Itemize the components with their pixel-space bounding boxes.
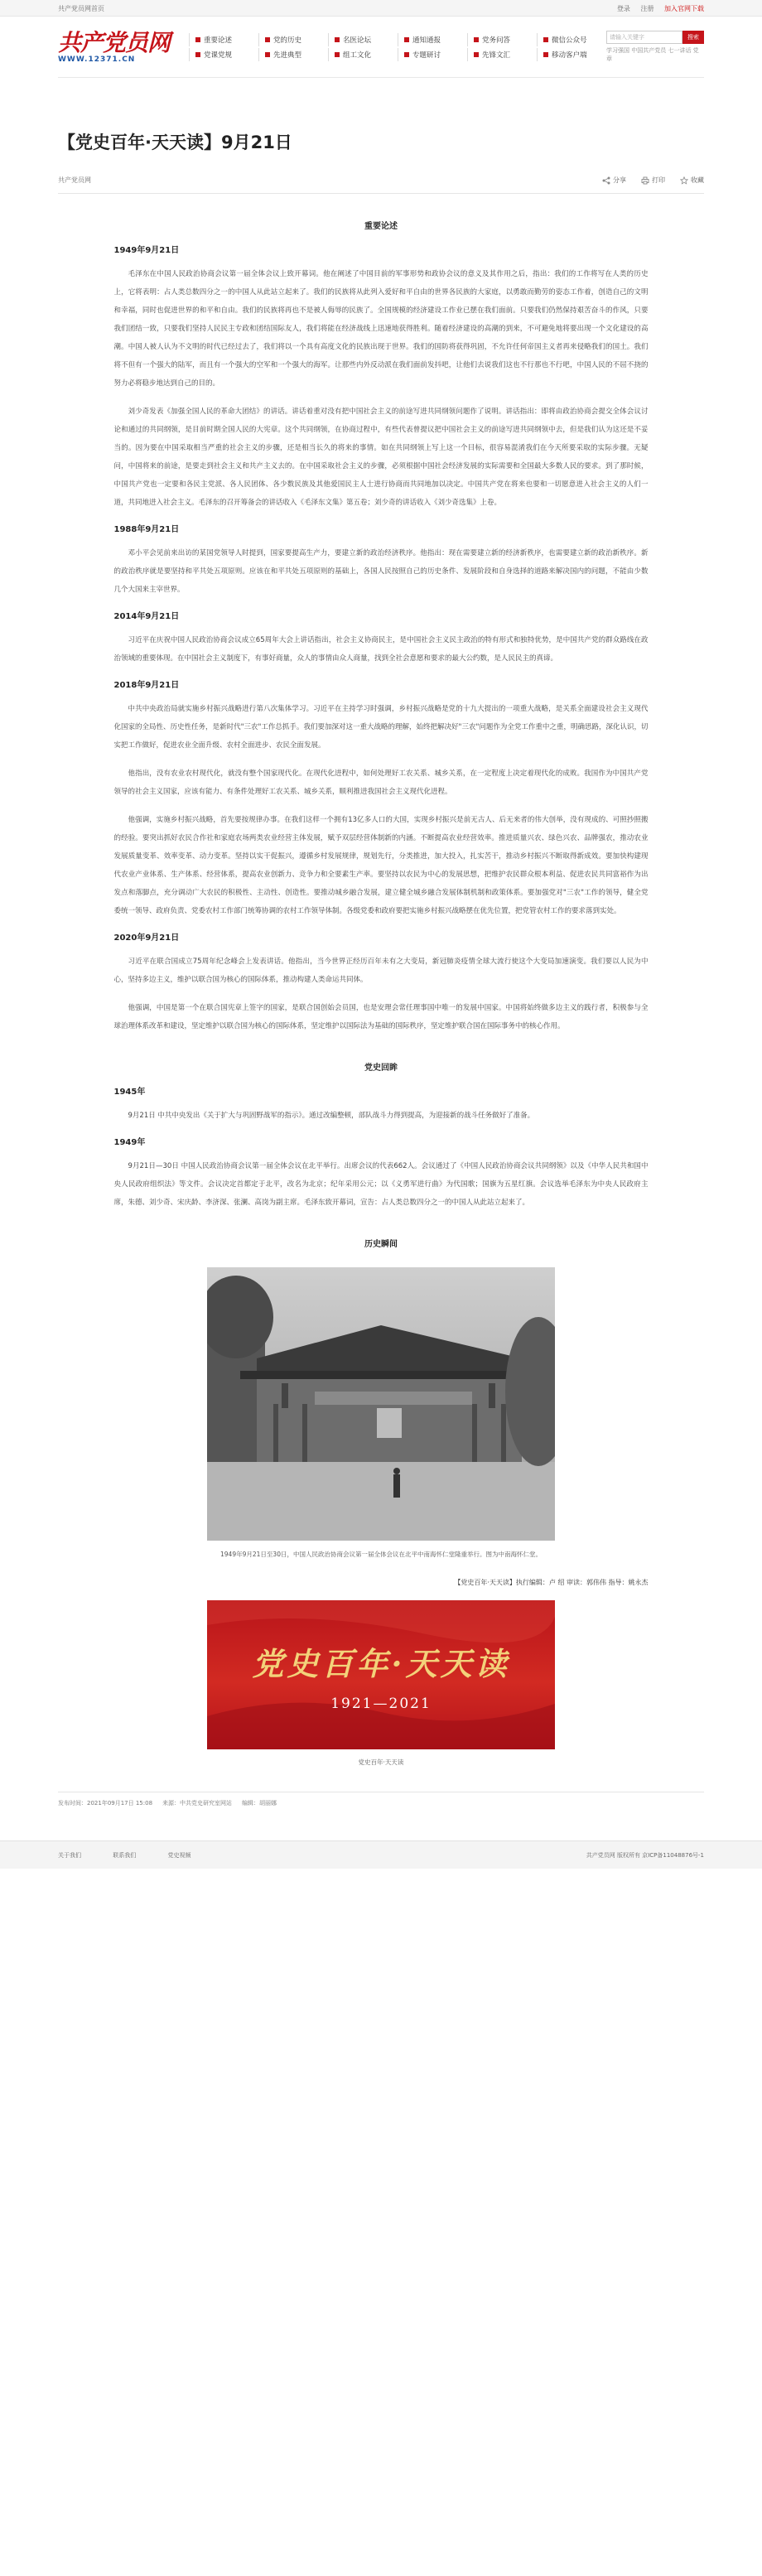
nav-bullet-icon xyxy=(543,37,548,42)
paragraph: 刘少奇发表《加强全国人民的革命大团结》的讲话。讲话着重对没有把中国社会主义的前途写进共同纲领问题作了说明。讲话指出：即将由政治协商会提交全体会议讨论和通过的共同纲领，是目前时期全国人民的大宪章。这个共同纲领，在协商过程中，有些代表曾提议把中国社会主义的前途写进共同纲领中去，但是我们认为这还是不妥当的。因为要在中国采取相当严重的社会主义的步骤，还是相当长久的将来的事情。如在共同纲领上写上这一个目标，很容易混淆我们在今天所要采取的实际步骤。无疑问，中国将来的前途，是要走到社会主义和共产主义去的。在中国采取社会主义的步骤，必须根据中国社会经济发展的实际需要和全国最大多数人民的要求。到了那时候，中国共产党也一定要和各民主党派、各人民团体、各少数民族及其他爱国民主人士进行协商而共同地加以决定。中国共产党在将来也要和一切愿意进入社会主义的人们一道，共同地进入社会主义。毛泽东的召开筹备会的讲话收入《毛泽东文集》第五卷；刘少奇的讲话收入《刘少奇选集》上卷。 xyxy=(113,408,649,507)
section-title-photo: 历史瞬间 xyxy=(364,1240,398,1249)
nav-item[interactable]: 先锋文汇 xyxy=(467,48,537,61)
nav-item[interactable]: 先进典型 xyxy=(258,48,328,61)
paragraph: 习近平在庆祝中国人民政治协商会议成立65周年大会上讲话指出，社会主义协商民主，是中国社会主义民主政治的特有形式和独特优势，是中国共产党的群众路线在政治领域的重要体现。在中国社会主义制度下，有事好商量，众人的事情由众人商量，找到全社会意愿和要求的最大公约数，是人民民主的真谛。 xyxy=(113,636,649,663)
download-link[interactable]: 加入官网下载 xyxy=(664,4,704,12)
paragraph: 他指出，没有农业农村现代化，就没有整个国家现代化。在现代化进程中，如何处理好工农关系、城乡关系，在一定程度上决定着现代化的成败。我国作为中国共产党领导的社会主义国家，应该有能力、有条件处理好工农关系、城乡关系，顺利推进我国社会主义现代化进程。 xyxy=(113,769,649,796)
nav-item[interactable]: 名医论坛 xyxy=(328,33,398,46)
nav-bullet-icon xyxy=(265,37,270,42)
copyright: 共产党员网 版权所有 京ICP备11048876号-1 xyxy=(586,1852,704,1859)
nav-bullet-icon xyxy=(335,37,340,42)
article-title: 【党史百年·天天读】9月21日 xyxy=(58,133,292,152)
nav-item[interactable]: 微信公众号 xyxy=(537,33,606,46)
search-button[interactable]: 搜索 xyxy=(682,31,704,44)
nav-bullet-icon xyxy=(404,52,409,57)
date-heading: 1949年 xyxy=(113,1138,146,1147)
nav-item[interactable]: 组工文化 xyxy=(328,48,398,61)
hot-search-links[interactable]: 学习强国 中国共产党员 七一讲话 党章 xyxy=(606,47,699,62)
date-heading: 1988年9月21日 xyxy=(113,525,180,534)
nav-item[interactable]: 专题研讨 xyxy=(398,48,467,61)
logo-text: 共产党员网 xyxy=(58,28,171,56)
article-meta xyxy=(58,176,704,194)
footer-link-video[interactable]: 党史视频 xyxy=(167,1852,191,1859)
search-input[interactable]: 请输入关键字 xyxy=(606,31,682,44)
share-icon xyxy=(602,176,610,185)
photo-caption: 1949年9月21日至30日，中国人民政治协商会议第一届全体会议在北平中南海怀仁堂隆重举行。图为中南海怀仁堂。 xyxy=(220,1551,542,1558)
print-icon xyxy=(641,176,649,185)
column-banner xyxy=(207,1600,555,1749)
home-link[interactable]: 共产党员网首页 xyxy=(58,4,104,12)
historical-photo-block xyxy=(207,1267,555,1560)
nav-bullet-icon xyxy=(543,52,548,57)
huairentang-photo-image xyxy=(207,1267,555,1541)
date-heading: 2020年9月21日 xyxy=(113,933,180,943)
date-heading: 1949年9月21日 xyxy=(113,246,180,255)
article-footer-meta xyxy=(58,1792,704,1807)
nav-bullet-icon xyxy=(474,37,479,42)
paragraph: 9月21日 中共中央发出《关于扩大与巩固野战军的指示》。通过改编整顿，部队战斗力得到提高，为迎接新的战斗任务做好了准备。 xyxy=(128,1112,535,1120)
footer-link-about[interactable]: 关于我们 xyxy=(58,1852,81,1859)
date-heading: 2018年9月21日 xyxy=(113,681,180,690)
print-button[interactable]: 打印 xyxy=(641,176,665,185)
article-body xyxy=(114,219,649,1767)
banner-years: 1921—2021 xyxy=(330,1695,432,1712)
site-header xyxy=(58,17,704,78)
nav-item[interactable]: 通知通报 xyxy=(398,33,467,46)
footer-link-contact[interactable]: 联系我们 xyxy=(113,1852,137,1859)
login-link[interactable]: 登录 xyxy=(616,4,630,12)
nav-item[interactable]: 移动客户端 xyxy=(537,48,606,61)
footer-links xyxy=(58,1851,220,1860)
paragraph: 毛泽东在中国人民政治协商会议第一届全体会议上致开幕词。他在阐述了中国目前的军事形势和政协会议的意义及其作用之后，指出：我们的工作将写在人类的历史上，它将表明：占人类总数四分之一的中国人从此站立起来了。我们的民族将从此列入爱好和平自由的世界各民族的大家庭，以勇敢而勤劳的姿态工作着，创造自己的文明和幸福，同时也促进世界的和平和自由。我们的民族将再也不是被人侮辱的民族了。全国规模的经济建设工作业已摆在我们面前。只要我们仍然保持艰苦奋斗的作风，只要我们团结一致，只要我们坚持人民民主专政和团结国际友人，我们将能在经济战线上迅速地获得胜利。随着经济建设的高潮的到来，不可避免地将要出现一个文化建设的高潮。中国人被人认为不文明的时代已经过去了，我们将以一个具有高度文化的民族出现于世界。我们的国防将获得巩固，不允许任何帝国主义者再来侵略我们的国土。我们将不但有一个强大的陆军，而且有一个强大的空军和一个强大的海军。让那些内外反动派在我们面前发抖吧，让他们去说我们这也不行那也不行吧，中国人民的不屈不挠的努力必将稳步地达到自己的目的。 xyxy=(113,270,649,388)
top-utility-bar xyxy=(0,0,762,17)
publish-time: 发布时间：2021年09月17日 15:08 xyxy=(58,1800,153,1807)
nav-item[interactable]: 党的历史 xyxy=(258,33,328,46)
publish-editor: 编辑：胡丽娜 xyxy=(242,1800,277,1807)
nav-bullet-icon xyxy=(474,52,479,57)
article xyxy=(58,129,704,1807)
site-logo[interactable] xyxy=(58,27,181,68)
article-source: 共产党员网 xyxy=(58,176,91,184)
star-icon xyxy=(680,176,688,185)
main-nav xyxy=(189,33,606,61)
historical-photo xyxy=(207,1267,555,1541)
register-link[interactable]: 注册 xyxy=(640,4,654,12)
nav-bullet-icon xyxy=(265,52,270,57)
article-tools xyxy=(602,176,704,185)
nav-item[interactable]: 党务问答 xyxy=(467,33,537,46)
date-heading: 2014年9月21日 xyxy=(113,612,180,621)
nav-bullet-icon xyxy=(195,52,200,57)
nav-bullet-icon xyxy=(404,37,409,42)
nav-bullet-icon xyxy=(195,37,200,42)
banner-title: 党史百年·天天读 xyxy=(252,1644,510,1682)
section-title-review: 党史回眸 xyxy=(364,1064,398,1073)
favorite-button[interactable]: 收藏 xyxy=(680,176,704,185)
publish-source: 来源：中共党史研究室网站 xyxy=(162,1800,233,1807)
account-links xyxy=(609,4,704,13)
editor-credit: 【党史百年·天天读】执行编辑：卢 绍 审读：郭伟伟 指导：姚永杰 xyxy=(454,1579,649,1586)
paragraph: 习近平在联合国成立75周年纪念峰会上发表讲话。他指出，当今世界正经历百年未有之大变局，新冠肺炎疫情全球大流行使这个大变局加速演变。我们要以人民为中心，坚持多边主义，维护以联合国为核心的国际体系，推动构建人类命运共同体。 xyxy=(113,958,649,984)
share-button[interactable]: 分享 xyxy=(602,176,626,185)
nav-bullet-icon xyxy=(335,52,340,57)
paragraph: 9月21日—30日 中国人民政治协商会议第一届全体会议在北平举行。出席会议的代表662人。会议通过了《中国人民政治协商会议共同纲领》以及《中华人民共和国中央人民政府组织法》等文件。会议决定首都定于北平，改名为北京；纪年采用公元；以《义勇军进行曲》为代国歌；国旗为五星红旗。会议选举毛泽东为中央人民政府主席，朱德、刘少奇、宋庆龄、李济深、张澜、高岗为副主席。毛泽东致开幕词，宣告：占人类总数四分之一的中国人从此站立起来了。 xyxy=(113,1162,649,1207)
search-area xyxy=(606,31,704,63)
paragraph: 他强调，实施乡村振兴战略，首先要按规律办事。在我们这样一个拥有13亿多人口的大国，实现乡村振兴是前无古人、后无来者的伟大创举，没有现成的、可照抄照搬的经验。要突出抓好农民合作社和家庭农场两类农业经营主体发展，赋予双层经营体制新的内涵。不断提高农业经营效率。推进质量兴农、绿色兴农、品牌强农，推动农业发展质量变革、效率变革、动力变革。坚持以实干促振兴，遵循乡村发展规律，规划先行，分类推进，加大投入，扎实苦干，推动乡村振兴不断取得新成效。要加快构建现代农业产业体系、生产体系、经营体系，提高农业创新力、竞争力和全要素生产率。要坚持以农民为中心的发展思想，把维护农民群众根本利益、促进农民共同富裕作为出发点和落脚点，充分调动广大农民的积极性、主动性、创造性。要推动城乡融合发展，建立健全城乡融合发展体制机制和政策体系。要加强党对"三农"工作的领导，健全党委统一领导、政府负责、党委农村工作部门统筹协调的农村工作领导体制。各级党委和政府要把实施乡村振兴战略摆在优先位置，把党管农村工作的要求落到实处。 xyxy=(113,816,649,915)
nav-item[interactable]: 党课党规 xyxy=(189,48,258,61)
section-title-important: 重要论述 xyxy=(364,222,398,231)
paragraph: 他强调，中国是第一个在联合国宪章上签字的国家，是联合国创始会员国，也是安理会常任理事国中唯一的发展中国家。中国将始终做多边主义的践行者，积极参与全球治理体系改革和建设，坚定维护以联合国为核心的国际体系，坚定维护以国际法为基础的国际秩序，坚定维护联合国在国际事务中的核心作用。 xyxy=(113,1004,649,1030)
logo-url: WWW.12371.CN xyxy=(58,55,136,64)
paragraph: 邓小平会见前来出访的某国党领导人时提到，国家要提高生产力，要建立新的政治经济秩序。他指出：现在需要建立新的经济新秩序，也需要建立新的政治新秩序。新的政治秩序就是要坚持和平共处五项原则。应该在和平共处五项原则的基础上，各国人民按照自己的历史条件、发展阶段和自身选择的道路来解决国内的问题，不能由少数几个大国来主宰世界。 xyxy=(113,549,649,594)
paragraph: 中共中央政治局就实施乡村振兴战略进行第八次集体学习。习近平在主持学习时强调，乡村振兴战略是党的十九大提出的一项重大战略，是关系全面建设社会主义现代化国家的全局性、历史性任务，是新时代"三农"工作总抓手。我们要加深对这一重大战略的理解，始终把解决好"三农"问题作为全党工作重中之重，明确思路，深化认识，切实把工作做好，促进农业全面升级、农村全面进步、农民全面发展。 xyxy=(113,705,649,750)
nav-item[interactable]: 重要论述 xyxy=(189,33,258,46)
site-footer xyxy=(0,1840,762,1869)
date-heading: 1945年 xyxy=(113,1088,146,1097)
banner-caption: 党史百年·天天读 xyxy=(358,1758,404,1766)
